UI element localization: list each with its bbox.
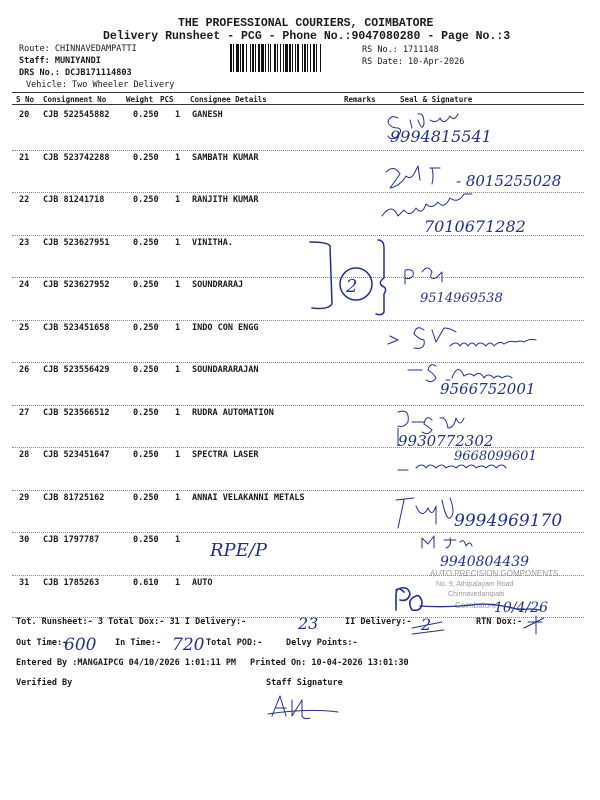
row-sno: 23 <box>19 237 30 248</box>
handwritten-phone-30: 9940804439 <box>440 554 530 570</box>
row-consignee: SOUNDARARAJAN <box>192 365 259 375</box>
handwritten-phone-22: 7010671282 <box>424 217 526 236</box>
handwritten-delivery-1: 23 <box>298 614 319 633</box>
row-weight: 0.250 <box>133 407 159 418</box>
svg-text:Coimbatore: Coimbatore <box>455 601 497 610</box>
handwritten-phone-20: 9994815541 <box>390 127 492 146</box>
out-time-label: Out Time:- <box>16 638 68 648</box>
row-pcs: 1 <box>175 152 181 163</box>
row-consignee: AUTO <box>192 577 213 588</box>
row-consignee: SAMBATH KUMAR <box>192 152 259 163</box>
row-consignment: CJB 523627952 <box>43 280 110 290</box>
handwritten-phone-24: 9514969538 <box>420 291 503 306</box>
totals-line: Tot. Runsheet:- 3 Total Dox:- 31 I Delivery:- <box>16 617 247 627</box>
row-weight: 0.250 <box>133 492 159 503</box>
handwritten-phone-21: - 8015255028 <box>456 172 562 190</box>
runsheet-subtitle: Delivery Runsheet - PCG - Phone No.:9047080280 - Page No.:3 <box>103 30 511 43</box>
row-sno: 29 <box>19 492 30 503</box>
in-time-label: In Time:- <box>115 638 162 648</box>
row-consignee: SPECTRA LASER <box>192 450 259 460</box>
row-sno: 21 <box>19 152 30 163</box>
bracket-number: 2 <box>346 276 358 297</box>
row-sno: 28 <box>19 450 30 460</box>
drs-label: DRS No.: DCJB171114803 <box>19 68 132 78</box>
row-pcs: 1 <box>175 280 181 290</box>
col-signature: Seal & Signature <box>400 95 473 104</box>
delvy-points-label: Delvy Points:- <box>286 638 358 648</box>
row-consignment: CJB 523566512 <box>43 407 110 418</box>
col-sno: S No <box>16 95 35 104</box>
handwritten-phone-26: 9566752001 <box>440 380 536 398</box>
row-pcs: 1 <box>175 322 181 333</box>
row-weight: 0.250 <box>133 152 159 163</box>
svg-text:Chinnavedampatti: Chinnavedampatti <box>448 591 505 598</box>
handwritten-phone-29: 9994969170 <box>454 511 563 531</box>
rs-no-label: RS No.: 1711148 <box>362 45 439 55</box>
handwritten-delivery-2: 2 <box>421 615 432 634</box>
col-consignee: Consignee Details <box>190 95 267 104</box>
row-weight: 0.250 <box>133 195 159 205</box>
printed-on-label: Printed On: 10-04-2026 13:01:30 <box>250 658 409 668</box>
row-sno: 27 <box>19 407 30 418</box>
row-consignment: CJB 523451647 <box>43 450 110 460</box>
row-pcs: 1 <box>175 195 181 205</box>
rtn-dox-label: RTN Dox:- <box>476 617 523 627</box>
col-pcs: PCS <box>160 95 174 104</box>
row-weight: 0.610 <box>133 577 159 588</box>
col-remarks: Remarks <box>344 95 376 104</box>
row-consignment: CJB 523451658 <box>43 322 110 333</box>
row-consignment: CJB 81725162 <box>43 492 105 503</box>
svg-text:AUTO PRECISION GOMPONENTS: AUTO PRECISION GOMPONENTS <box>430 569 559 578</box>
svg-text:No. 9, Athipalayam Road: No. 9, Athipalayam Road <box>436 581 514 588</box>
row-consignee: SOUNDRARAJ <box>192 280 244 290</box>
route-label: Route: CHINNAVEDAMPATTI <box>19 44 137 54</box>
row-pcs: 1 <box>175 450 181 460</box>
total-pod-label: Total POD:- <box>206 638 263 648</box>
staff-signature-image <box>268 696 338 719</box>
row-consignment: CJB 523556429 <box>43 365 110 375</box>
staff-label: Staff: MUNIYANDI <box>19 56 101 66</box>
handwritten-phone-28b: 9668099601 <box>454 449 537 464</box>
row-consignee: RANJITH KUMAR <box>192 195 259 205</box>
row-weight: 0.250 <box>133 110 159 120</box>
staff-signature-label: Staff Signature <box>266 678 343 688</box>
row-consignment: CJB 1797787 <box>43 535 100 545</box>
row-consignee: RUDRA AUTOMATION <box>192 407 274 418</box>
row-weight: 0.250 <box>133 237 159 248</box>
row-pcs: 1 <box>175 237 181 248</box>
handwritten-note-30: RPE/P <box>210 540 267 561</box>
row-weight: 0.250 <box>133 322 159 333</box>
row-weight: 0.250 <box>133 535 159 545</box>
row-sno: 20 <box>19 110 30 120</box>
row-sno: 31 <box>19 577 30 588</box>
row-pcs: 1 <box>175 110 181 120</box>
row-consignee: ANNAI VELAKANNI METALS <box>192 492 305 503</box>
row-sno: 24 <box>19 280 30 290</box>
row-consignment: CJB 522545882 <box>43 110 110 120</box>
handwritten-out-time: 600 <box>64 635 97 655</box>
verified-by-label: Verified By <box>16 678 73 688</box>
row-pcs: 1 <box>175 407 181 418</box>
row-consignment: CJB 523742288 <box>43 152 110 163</box>
row-pcs: 1 <box>175 577 181 588</box>
company-title: THE PROFESSIONAL COURIERS, COIMBATORE <box>178 17 434 30</box>
row-sno: 30 <box>19 535 30 545</box>
row-consignee: GANESH <box>192 110 223 120</box>
row-consignment: CJB 81241718 <box>43 195 105 205</box>
col-consignment: Consignment No <box>43 95 107 104</box>
row-weight: 0.250 <box>133 280 159 290</box>
vehicle-label: Vehicle: Two Wheeler Delivery <box>26 80 175 90</box>
row-sno: 22 <box>19 195 30 205</box>
row-pcs: 1 <box>175 535 181 545</box>
stamp-date: 10/4/26 <box>494 600 548 616</box>
row-consignment: CJB 523627951 <box>43 237 110 248</box>
row-pcs: 1 <box>175 365 181 375</box>
col-weight: Weight <box>126 95 154 104</box>
row-sno: 26 <box>19 365 30 375</box>
ii-delivery-label: II Delivery:- <box>345 617 412 627</box>
entered-by-label: Entered By :MANGAIPCG 04/10/2026 1:01:11 PM <box>16 658 237 668</box>
rs-date-label: RS Date: 10-Apr-2026 <box>362 57 465 67</box>
row-consignee: VINITHA. <box>192 237 233 248</box>
row-sno: 25 <box>19 322 30 333</box>
row-weight: 0.250 <box>133 450 159 460</box>
handwritten-in-time: 720 <box>172 635 205 655</box>
row-consignment: CJB 1785263 <box>43 577 100 588</box>
row-consignee: INDO CON ENGG <box>192 322 259 333</box>
handwritten-phone-28a: 9930772302 <box>398 432 494 450</box>
row-weight: 0.250 <box>133 365 159 375</box>
row-pcs: 1 <box>175 492 181 503</box>
